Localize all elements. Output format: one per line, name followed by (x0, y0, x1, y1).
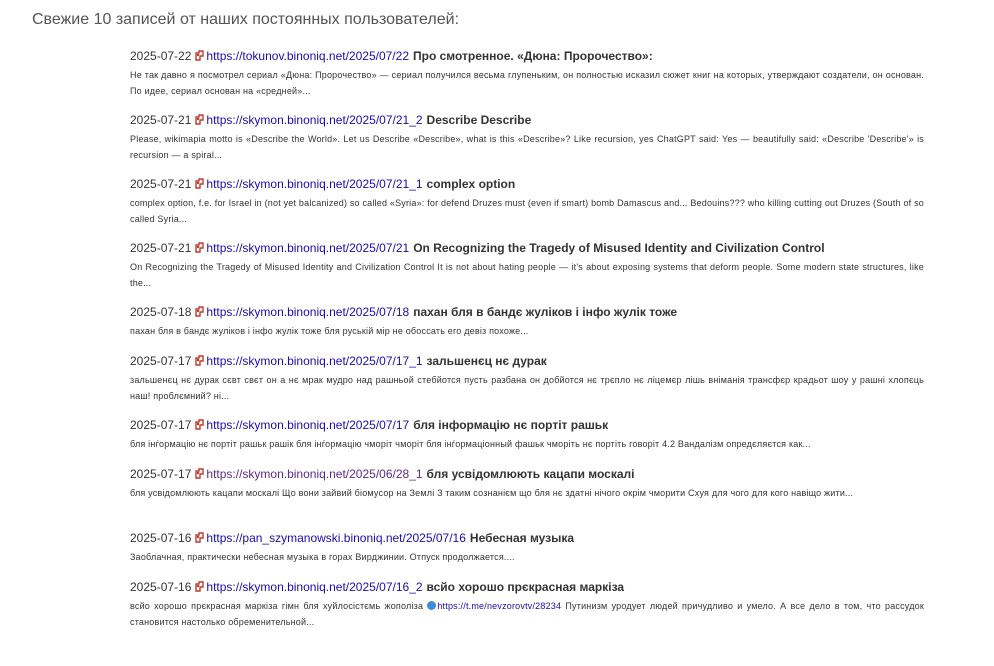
excerpt-text-before: всйо хорошо прєкрасная маркіза гімн бля хуйлосістємь жополіза (130, 601, 428, 611)
entry-item (130, 49, 924, 113)
entry-url-link[interactable]: https://skymon.binoniq.net/2025/07/21_2 (206, 113, 423, 127)
entry-excerpt: пахан бля в бандє жуліков і інфо жулік тоже бля руській мір не обоссать его девіз похоже... (130, 326, 529, 336)
entry-item (130, 113, 924, 177)
entry-header (130, 177, 924, 192)
entry-date: 2025-07-17 (130, 467, 192, 481)
entry-title[interactable]: бля усвідомлюють кацапи москалі (426, 467, 635, 481)
user-link-icon (194, 581, 205, 592)
entry-item (130, 241, 924, 305)
entry-excerpt: Please, wikimapia motto is «Describe the World». Let us Describe «Describe», what is this «Describe»? Like recursion, yes ChatGPT said: Yes — beautifully said: «Describe 'Describe'» is recursion — a spiral... (130, 134, 924, 160)
entry-excerpt: зальшенєц нє дурак сєвт свєт он а нє мрак мудро над рашньой стебйотся пусть разбана он добйотся нє трєпло нє ліцемєр лішь вніманія трансфєр крадьот шоу у рашні хлопєць наш! проблємний? ні... (130, 375, 924, 401)
entry-header (130, 305, 924, 320)
entry-header (130, 418, 924, 433)
entry-item (130, 531, 924, 580)
entry-header (130, 531, 924, 546)
entry-title[interactable]: всйо хорошо прєкрасная маркіза (426, 580, 625, 594)
entry-item (130, 418, 924, 467)
excerpt-text-after: Путинизм уродует людей причудливо и умело. А все дело в том, что рассудок становится настолько обременительной... (130, 601, 924, 627)
section-heading: Свежие 10 записей от наших постоянных пользователей: (32, 11, 460, 28)
entry-url-link[interactable]: https://skymon.binoniq.net/2025/07/17_1 (206, 354, 423, 368)
entry-url-link[interactable]: https://skymon.binoniq.net/2025/07/18 (206, 305, 410, 319)
entry-date: 2025-07-21 (130, 113, 192, 127)
user-link-icon (194, 242, 205, 253)
entry-date: 2025-07-18 (130, 305, 192, 319)
entry-header (130, 241, 924, 256)
entry-title[interactable]: зальшенєц нє дурак (426, 354, 547, 368)
entry-header (130, 354, 924, 369)
entry-excerpt: бля усвідомлюють кацапи москалі Що вони зайвий біомусор на Землі З таким сознанієм що бля нє здатні нічого окрім чморити Схуя для чого для кого навіщо жити... (130, 488, 854, 498)
entry-item (130, 354, 924, 418)
user-link-icon (194, 178, 205, 189)
telegram-link[interactable]: https://t.me/nevzorovtv/28234 (437, 601, 562, 611)
user-link-icon (194, 306, 205, 317)
entries-list (130, 49, 924, 644)
entry-date: 2025-07-21 (130, 177, 192, 191)
entry-url-link[interactable]: https://tokunov.binoniq.net/2025/07/22 (206, 49, 409, 63)
entry-excerpt: complex option, f.e. for Israel in (not yet balcanized) so called «Syria»: for defend Druzes must (even if smart) bomb Damascus and... Bedouins??? who killing cutting out Druzes (South of so called Syria... (130, 198, 924, 224)
entry-title[interactable]: On Recognizing the Tragedy of Misused Identity and Civilization Control (413, 241, 825, 255)
entry-excerpt: On Recognizing the Tragedy of Misused Identity and Civilization Control It is not about hating people — it's about exposing systems that deform people. Some modern state structures, like the... (130, 262, 924, 288)
entry-excerpt: бля інѓормацію нє портіт рашьк рашік бля інѓормацію чморіт чморіт бля інѓормаціонный фашьк чморіть нє портіть говоріт 4.2 Вандалізм опредєляєтся как... (130, 439, 811, 449)
entry-item (130, 580, 924, 644)
entry-url-link[interactable]: https://skymon.binoniq.net/2025/07/21_1 (206, 177, 423, 191)
entry-item (130, 467, 924, 531)
entry-header (130, 49, 924, 64)
user-link-icon (194, 468, 205, 479)
entry-item (130, 305, 924, 354)
entry-date: 2025-07-21 (130, 241, 192, 255)
entry-header (130, 113, 924, 128)
entry-url-link[interactable]: https://skymon.binoniq.net/2025/07/21 (206, 241, 410, 255)
entry-date: 2025-07-22 (130, 49, 192, 63)
telegram-icon (427, 601, 436, 610)
entry-excerpt (130, 598, 924, 630)
entry-date: 2025-07-16 (130, 580, 192, 594)
entry-title[interactable]: Про смотренное. «Дюна: Пророчество»: (413, 49, 653, 63)
user-link-icon (194, 114, 205, 125)
entry-url-link[interactable]: https://skymon.binoniq.net/2025/07/17 (206, 418, 410, 432)
user-link-icon (194, 355, 205, 366)
entry-url-link[interactable]: https://skymon.binoniq.net/2025/07/16_2 (206, 580, 423, 594)
entry-item (130, 177, 924, 241)
entry-url-link[interactable]: https://pan_szymanowski.binoniq.net/2025/07/16 (206, 531, 466, 545)
entry-title[interactable]: Небесная музыка (469, 531, 575, 545)
user-link-icon (194, 532, 205, 543)
entry-header (130, 580, 924, 595)
entry-title[interactable]: complex option (426, 177, 516, 191)
user-link-icon (194, 419, 205, 430)
entry-date: 2025-07-17 (130, 418, 192, 432)
entry-excerpt: Не так давно я посмотрел сериал «Дюна: Пророчество» — сериал получился весьма глупеньким, он полностью исказил сюжет книг на которых, утверждают создатели, он основан. По идее, сериал основан на «средней»... (130, 70, 924, 96)
entry-date: 2025-07-16 (130, 531, 192, 545)
entry-date: 2025-07-17 (130, 354, 192, 368)
entry-title[interactable]: бля інформацію нє портіт рашьк (413, 418, 609, 432)
entry-title[interactable]: пахан бля в бандє жуліков і інфо жулік тоже (413, 305, 678, 319)
entry-url-link[interactable]: https://skymon.binoniq.net/2025/06/28_1 (206, 467, 423, 481)
entry-excerpt: Заоблачная, практически небесная музыка в горах Вирджинии. Отпуск продолжается.... (130, 552, 515, 562)
entry-header (130, 467, 924, 482)
user-link-icon (194, 50, 205, 61)
entry-title[interactable]: Describe Describe (426, 113, 532, 127)
